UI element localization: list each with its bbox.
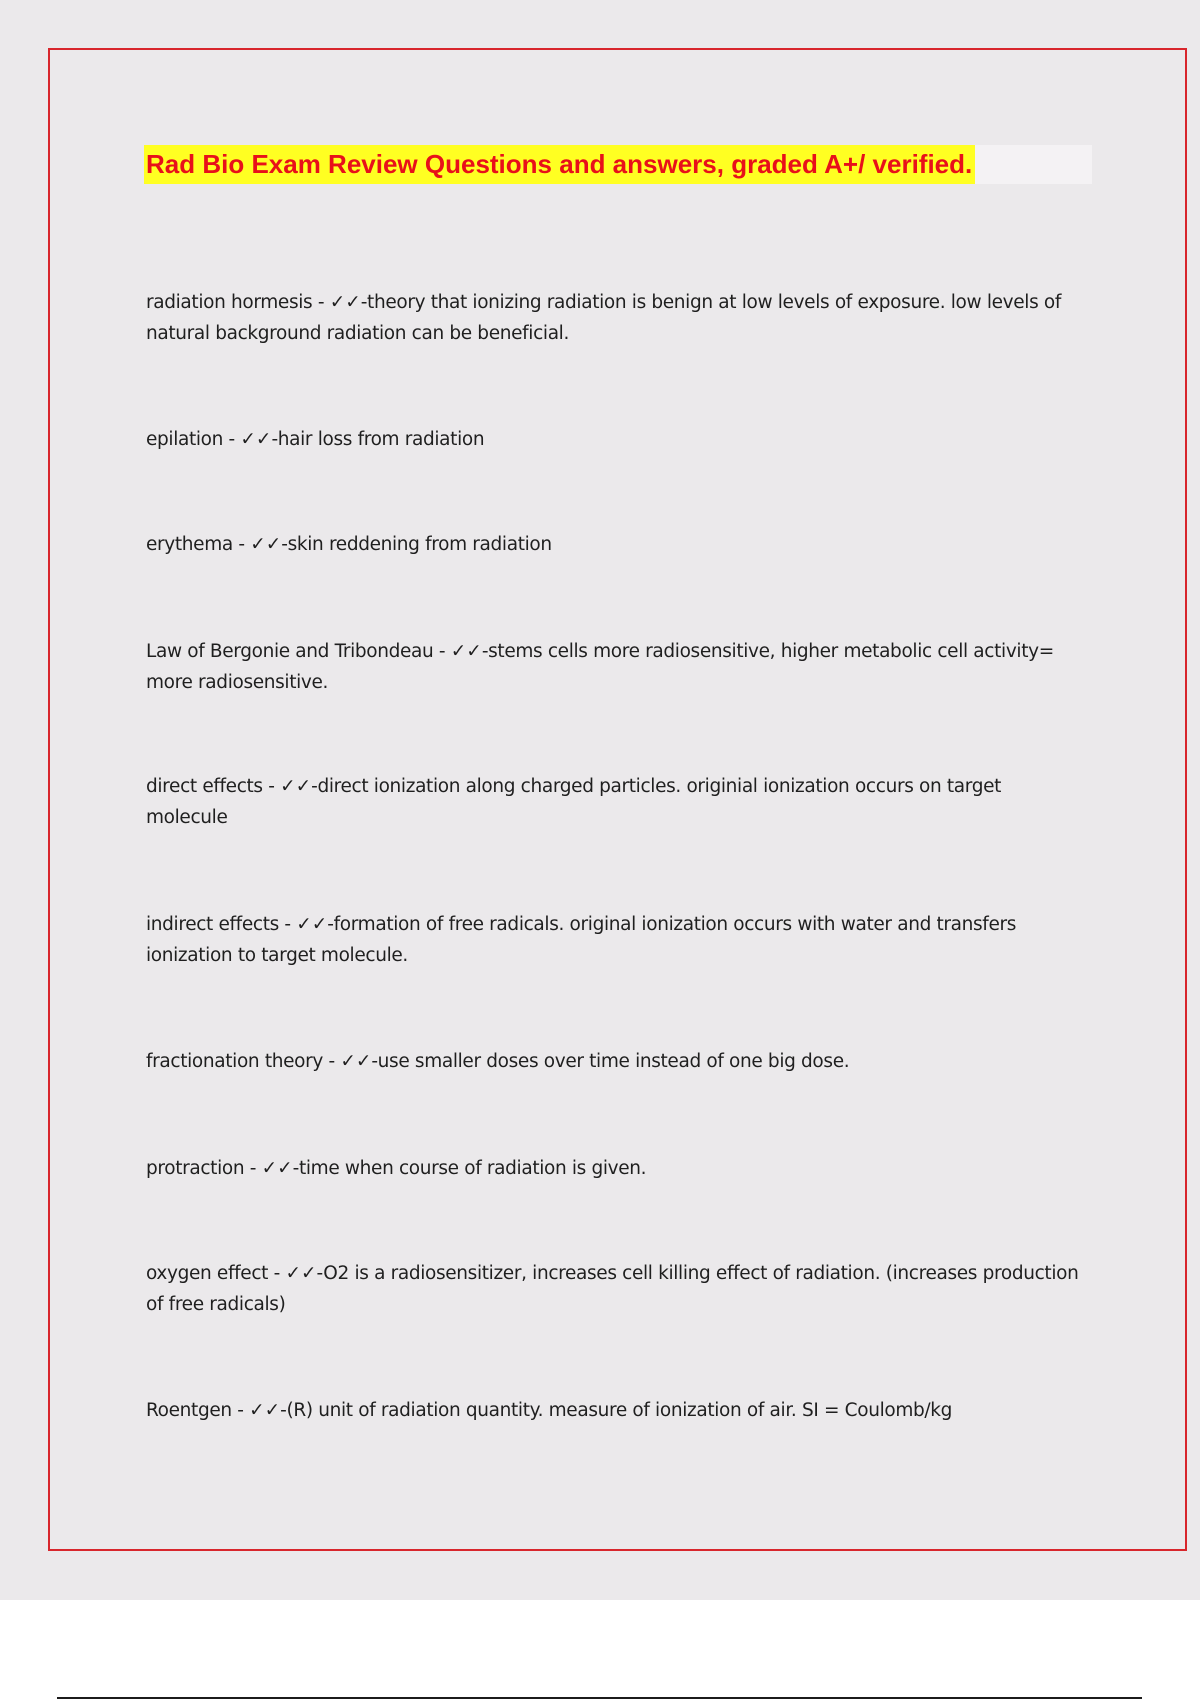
qa-entry: [146, 1153, 1086, 1184]
entry-separator: -: [322, 1051, 341, 1072]
entry-separator: -: [262, 776, 281, 797]
document-title: Rad Bio Exam Review Questions and answers, graded A+/ verified.: [144, 145, 975, 184]
entry-definition: -theory that ionizing radiation is benign at low levels of exposure. low levels of natural background radiation can be beneficial.: [146, 292, 1062, 344]
entry-term: erythema: [146, 534, 233, 555]
entry-term: Roentgen: [146, 1400, 232, 1421]
entry-term: direct effects: [146, 776, 263, 797]
entry-term: oxygen effect: [146, 1263, 269, 1284]
qa-entry: [146, 287, 1086, 349]
entry-separator: -: [244, 1158, 262, 1179]
entry-term: radiation hormesis: [146, 292, 313, 313]
entry-definition: -use smaller doses over time instead of one big dose.: [371, 1051, 850, 1072]
checkmark-icon: ✓✓: [261, 1158, 293, 1179]
checkmark-icon: ✓✓: [340, 1051, 372, 1072]
entry-separator: -: [223, 429, 241, 450]
entry-separator: -: [433, 641, 451, 662]
checkmark-icon: ✓✓: [450, 641, 482, 662]
entry-definition: -direct ionization along charged particles. originial ionization occurs on target molecule: [146, 776, 1002, 828]
entry-term: epilation: [146, 429, 224, 450]
entry-separator: -: [231, 1400, 250, 1421]
entry-definition: -O2 is a radiosensitizer, increases cell killing effect of radiation. (increases production of free radicals): [146, 1263, 1079, 1315]
checkmark-icon: ✓✓: [329, 292, 361, 313]
footer-divider: [57, 1697, 1142, 1699]
entry-definition: -time when course of radiation is given.: [292, 1158, 647, 1179]
qa-entry: [146, 424, 1086, 455]
checkmark-icon: ✓✓: [250, 534, 282, 555]
entry-term: protraction: [146, 1158, 245, 1179]
checkmark-icon: ✓✓: [249, 1400, 281, 1421]
entry-separator: -: [278, 914, 297, 935]
entry-definition: -hair loss from radiation: [271, 429, 485, 450]
checkmark-icon: ✓✓: [280, 776, 312, 797]
checkmark-icon: ✓✓: [285, 1263, 317, 1284]
checkmark-icon: ✓✓: [240, 429, 272, 450]
qa-entry: [146, 1395, 1086, 1426]
entry-definition: -(R) unit of radiation quantity. measure of ionization of air. SI = Coulomb/kg: [280, 1400, 953, 1421]
entry-definition: -skin reddening from radiation: [281, 534, 552, 555]
qa-entry: [146, 636, 1086, 698]
entry-separator: -: [232, 534, 251, 555]
entry-term: Law of Bergonie and Tribondeau: [146, 641, 434, 662]
entry-definition: -formation of free radicals. original ionization occurs with water and transfers ionization to target molecule.: [146, 914, 1017, 966]
qa-entry: [146, 909, 1086, 971]
entry-term: indirect effects: [146, 914, 279, 935]
qa-entry: [146, 529, 1086, 560]
entry-separator: -: [312, 292, 330, 313]
entry-term: fractionation theory: [146, 1051, 323, 1072]
checkmark-icon: ✓✓: [296, 914, 328, 935]
entry-separator: -: [268, 1263, 286, 1284]
entry-definition: -stems cells more radiosensitive, higher metabolic cell activity= more radiosensitive.: [146, 641, 1054, 693]
qa-entry: [146, 1258, 1086, 1320]
qa-entry: [146, 1046, 1086, 1077]
qa-entry: [146, 771, 1086, 833]
